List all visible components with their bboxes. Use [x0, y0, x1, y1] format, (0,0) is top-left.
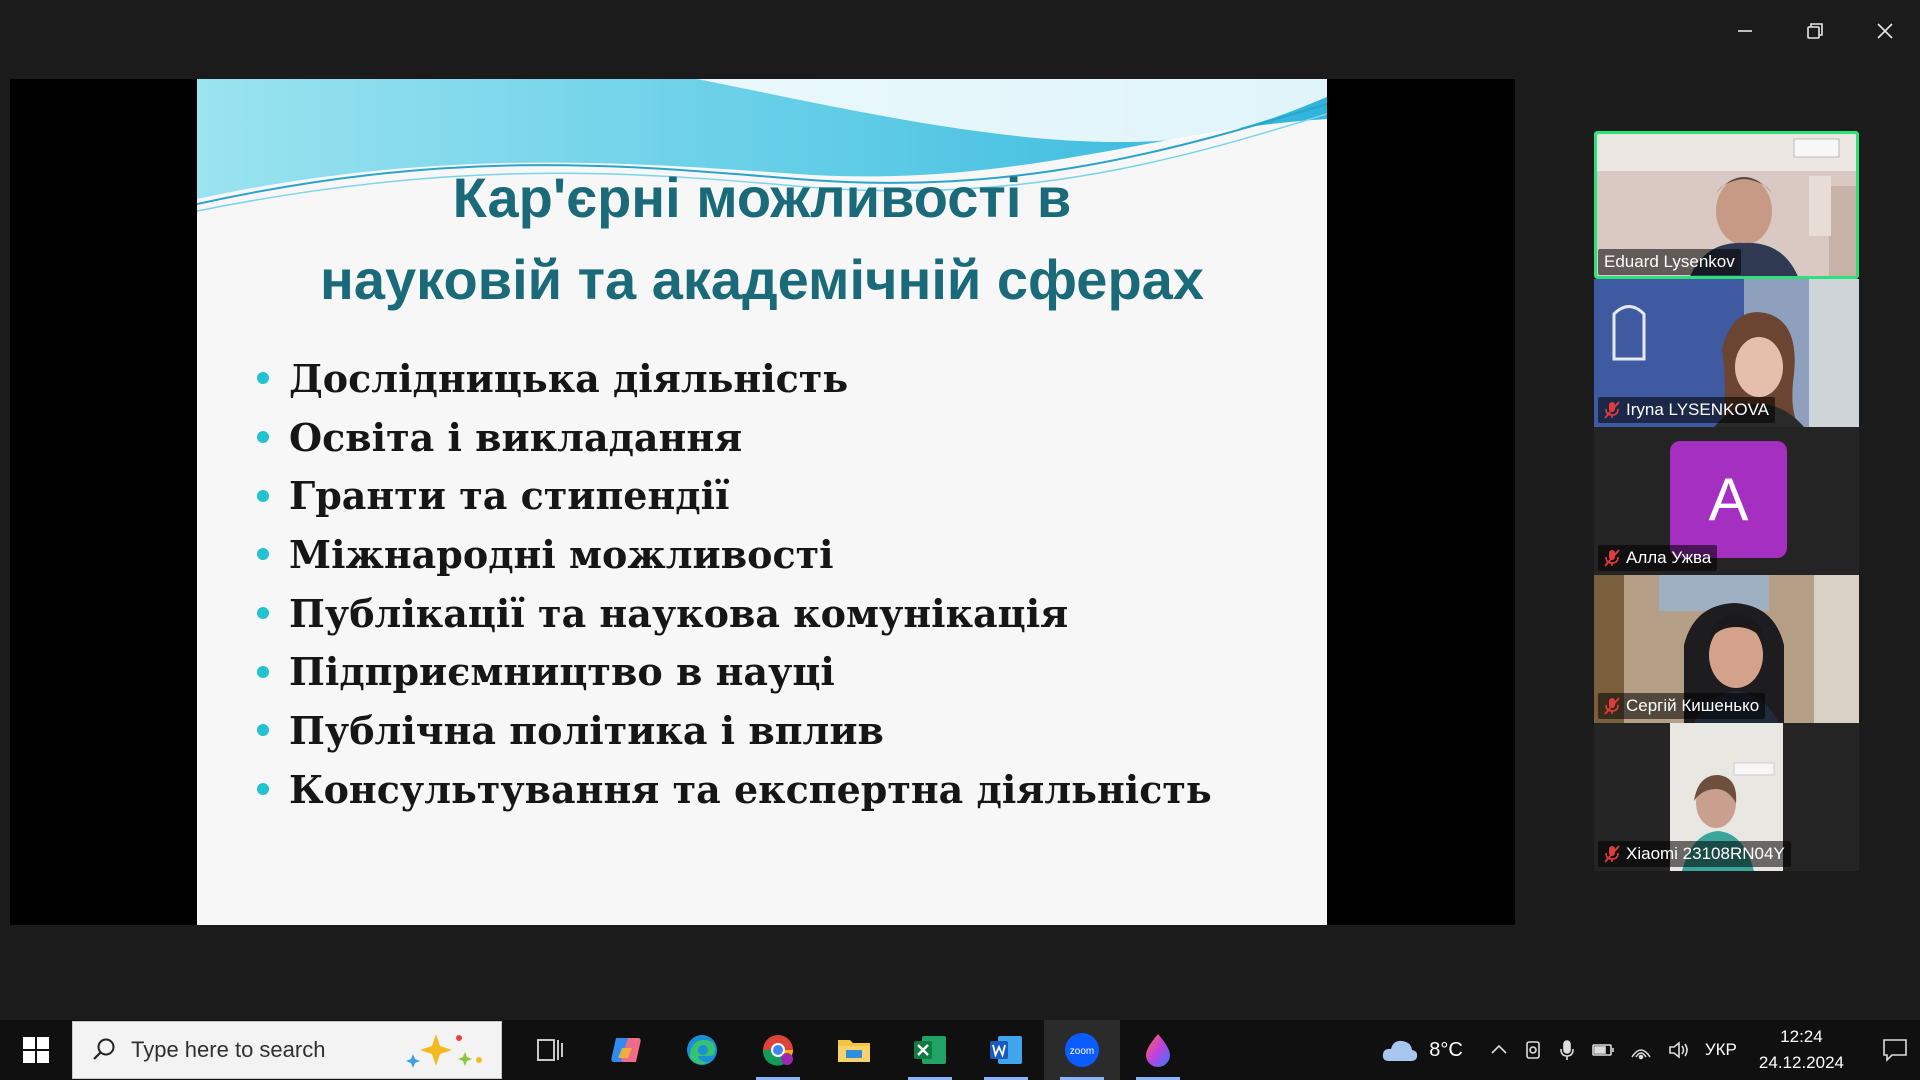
participant-name-label	[1598, 397, 1775, 423]
presentation-slide	[197, 79, 1327, 925]
participant-name: Xiaomi 23108RN04Y	[1626, 844, 1785, 863]
participant-tile[interactable]	[1594, 723, 1859, 871]
edge-icon	[684, 1032, 720, 1068]
task-view-icon	[536, 1037, 564, 1063]
avatar	[1670, 441, 1787, 558]
chevron-up-icon[interactable]	[1489, 1040, 1509, 1060]
bullet-dot	[257, 607, 269, 619]
participant-name-label	[1598, 545, 1717, 571]
cloud-icon	[1381, 1037, 1419, 1063]
windows-taskbar	[0, 1020, 1920, 1080]
participant-tile[interactable]	[1594, 131, 1859, 279]
bullet-dot	[257, 548, 269, 560]
input-language-indicator[interactable]: УКР	[1704, 1040, 1737, 1059]
window-controls	[1710, 0, 1920, 62]
bullet-item	[257, 525, 1212, 584]
avatar-letter: A	[1708, 466, 1749, 533]
muted-mic-icon	[1604, 401, 1620, 419]
slide-title-line: Кар'єрні можливості в	[452, 166, 1072, 229]
shared-screen	[10, 79, 1515, 925]
weather-widget[interactable]	[1381, 1037, 1463, 1063]
search-highlight-icon	[401, 1030, 491, 1072]
task-view-button[interactable]	[512, 1020, 588, 1080]
word-icon	[988, 1033, 1024, 1067]
search-placeholder: Type here to search	[131, 1037, 326, 1062]
bullet-dot	[257, 666, 269, 678]
restore-button[interactable]	[1780, 0, 1850, 62]
zoom-icon	[1063, 1031, 1101, 1069]
bullet-item	[257, 642, 1212, 701]
bullet-text: Освіта і викладання	[289, 414, 743, 460]
clock-date: 24.12.2024	[1758, 1053, 1844, 1072]
bullet-dot	[257, 490, 269, 502]
bullet-text: Дослідницька діяльність	[289, 355, 849, 401]
muted-mic-icon	[1604, 845, 1620, 863]
taskbar-search-box[interactable]	[72, 1021, 502, 1079]
participant-name-label	[1598, 249, 1741, 275]
participant-tile[interactable]	[1594, 575, 1859, 723]
svg-text:zoom: zoom	[1069, 1046, 1095, 1057]
notification-icon	[1882, 1038, 1908, 1062]
taskbar-apps	[512, 1020, 1196, 1080]
participant-name-label	[1598, 693, 1765, 719]
participant-tile[interactable]	[1594, 279, 1859, 427]
zoom-button[interactable]	[1044, 1020, 1120, 1080]
clock-time: 12:24	[1780, 1027, 1823, 1046]
bullet-item	[257, 466, 1212, 525]
microphone-icon[interactable]	[1557, 1039, 1577, 1061]
clock[interactable]	[1759, 1024, 1844, 1076]
excel-button[interactable]	[892, 1020, 968, 1080]
participant-name: Eduard Lysenkov	[1604, 252, 1735, 271]
muted-mic-icon	[1604, 697, 1620, 715]
bullet-dot	[257, 724, 269, 736]
copilot-button[interactable]	[588, 1020, 664, 1080]
meet-now-icon[interactable]	[1523, 1039, 1543, 1061]
close-icon	[1876, 22, 1894, 40]
bullet-text: Консультування та експертна діяльність	[289, 766, 1212, 812]
chrome-button[interactable]	[740, 1020, 816, 1080]
copilot-icon	[608, 1032, 644, 1068]
file-explorer-button[interactable]	[816, 1020, 892, 1080]
system-tray	[1381, 1020, 1920, 1080]
search-icon	[91, 1037, 117, 1063]
participant-name-label	[1598, 841, 1791, 867]
participant-name: Iryna LYSENKOVA	[1626, 400, 1769, 419]
weather-temperature: 8°C	[1429, 1038, 1463, 1061]
bullet-item	[257, 760, 1212, 819]
participant-gallery	[1594, 131, 1859, 871]
chrome-icon	[760, 1032, 796, 1068]
paint-drop-icon	[1142, 1032, 1174, 1068]
participant-name: Сергій Кишенько	[1626, 696, 1760, 715]
start-button[interactable]	[0, 1020, 72, 1080]
bullet-dot	[257, 372, 269, 384]
bullet-item	[257, 349, 1212, 408]
word-button[interactable]	[968, 1020, 1044, 1080]
bullet-text: Підприємництво в науці	[289, 649, 835, 695]
notification-center-button[interactable]	[1870, 1038, 1920, 1062]
bullet-item	[257, 408, 1212, 467]
participant-name: Алла Ужва	[1626, 548, 1712, 567]
minimize-button[interactable]	[1710, 0, 1780, 62]
bullet-text: Публічна політика і вплив	[289, 707, 884, 753]
restore-icon	[1806, 22, 1824, 40]
bullet-item	[257, 584, 1212, 643]
bullet-text: Міжнародні можливості	[289, 531, 834, 577]
slide-title-line: науковій та академічній сферах	[320, 248, 1204, 311]
bullet-item	[257, 701, 1212, 760]
bullet-dot	[257, 783, 269, 795]
slide-title	[197, 157, 1327, 321]
close-button[interactable]	[1850, 0, 1920, 62]
battery-icon[interactable]	[1591, 1040, 1615, 1060]
bullet-text: Гранти та стипендії	[289, 473, 730, 519]
file-explorer-icon	[836, 1034, 872, 1066]
windows-logo-icon	[23, 1037, 49, 1063]
bullet-text: Публікації та наукова комунікація	[289, 590, 1069, 636]
bullet-dot	[257, 431, 269, 443]
participant-tile[interactable]	[1594, 427, 1859, 575]
excel-icon	[912, 1033, 948, 1067]
tray-icons	[1489, 1039, 1691, 1061]
volume-icon[interactable]	[1667, 1040, 1691, 1060]
wifi-icon[interactable]	[1629, 1040, 1653, 1060]
paint-drop-button[interactable]	[1120, 1020, 1196, 1080]
minimize-icon	[1737, 23, 1753, 39]
edge-button[interactable]	[664, 1020, 740, 1080]
slide-bullet-list	[257, 349, 1212, 819]
muted-mic-icon	[1604, 549, 1620, 567]
